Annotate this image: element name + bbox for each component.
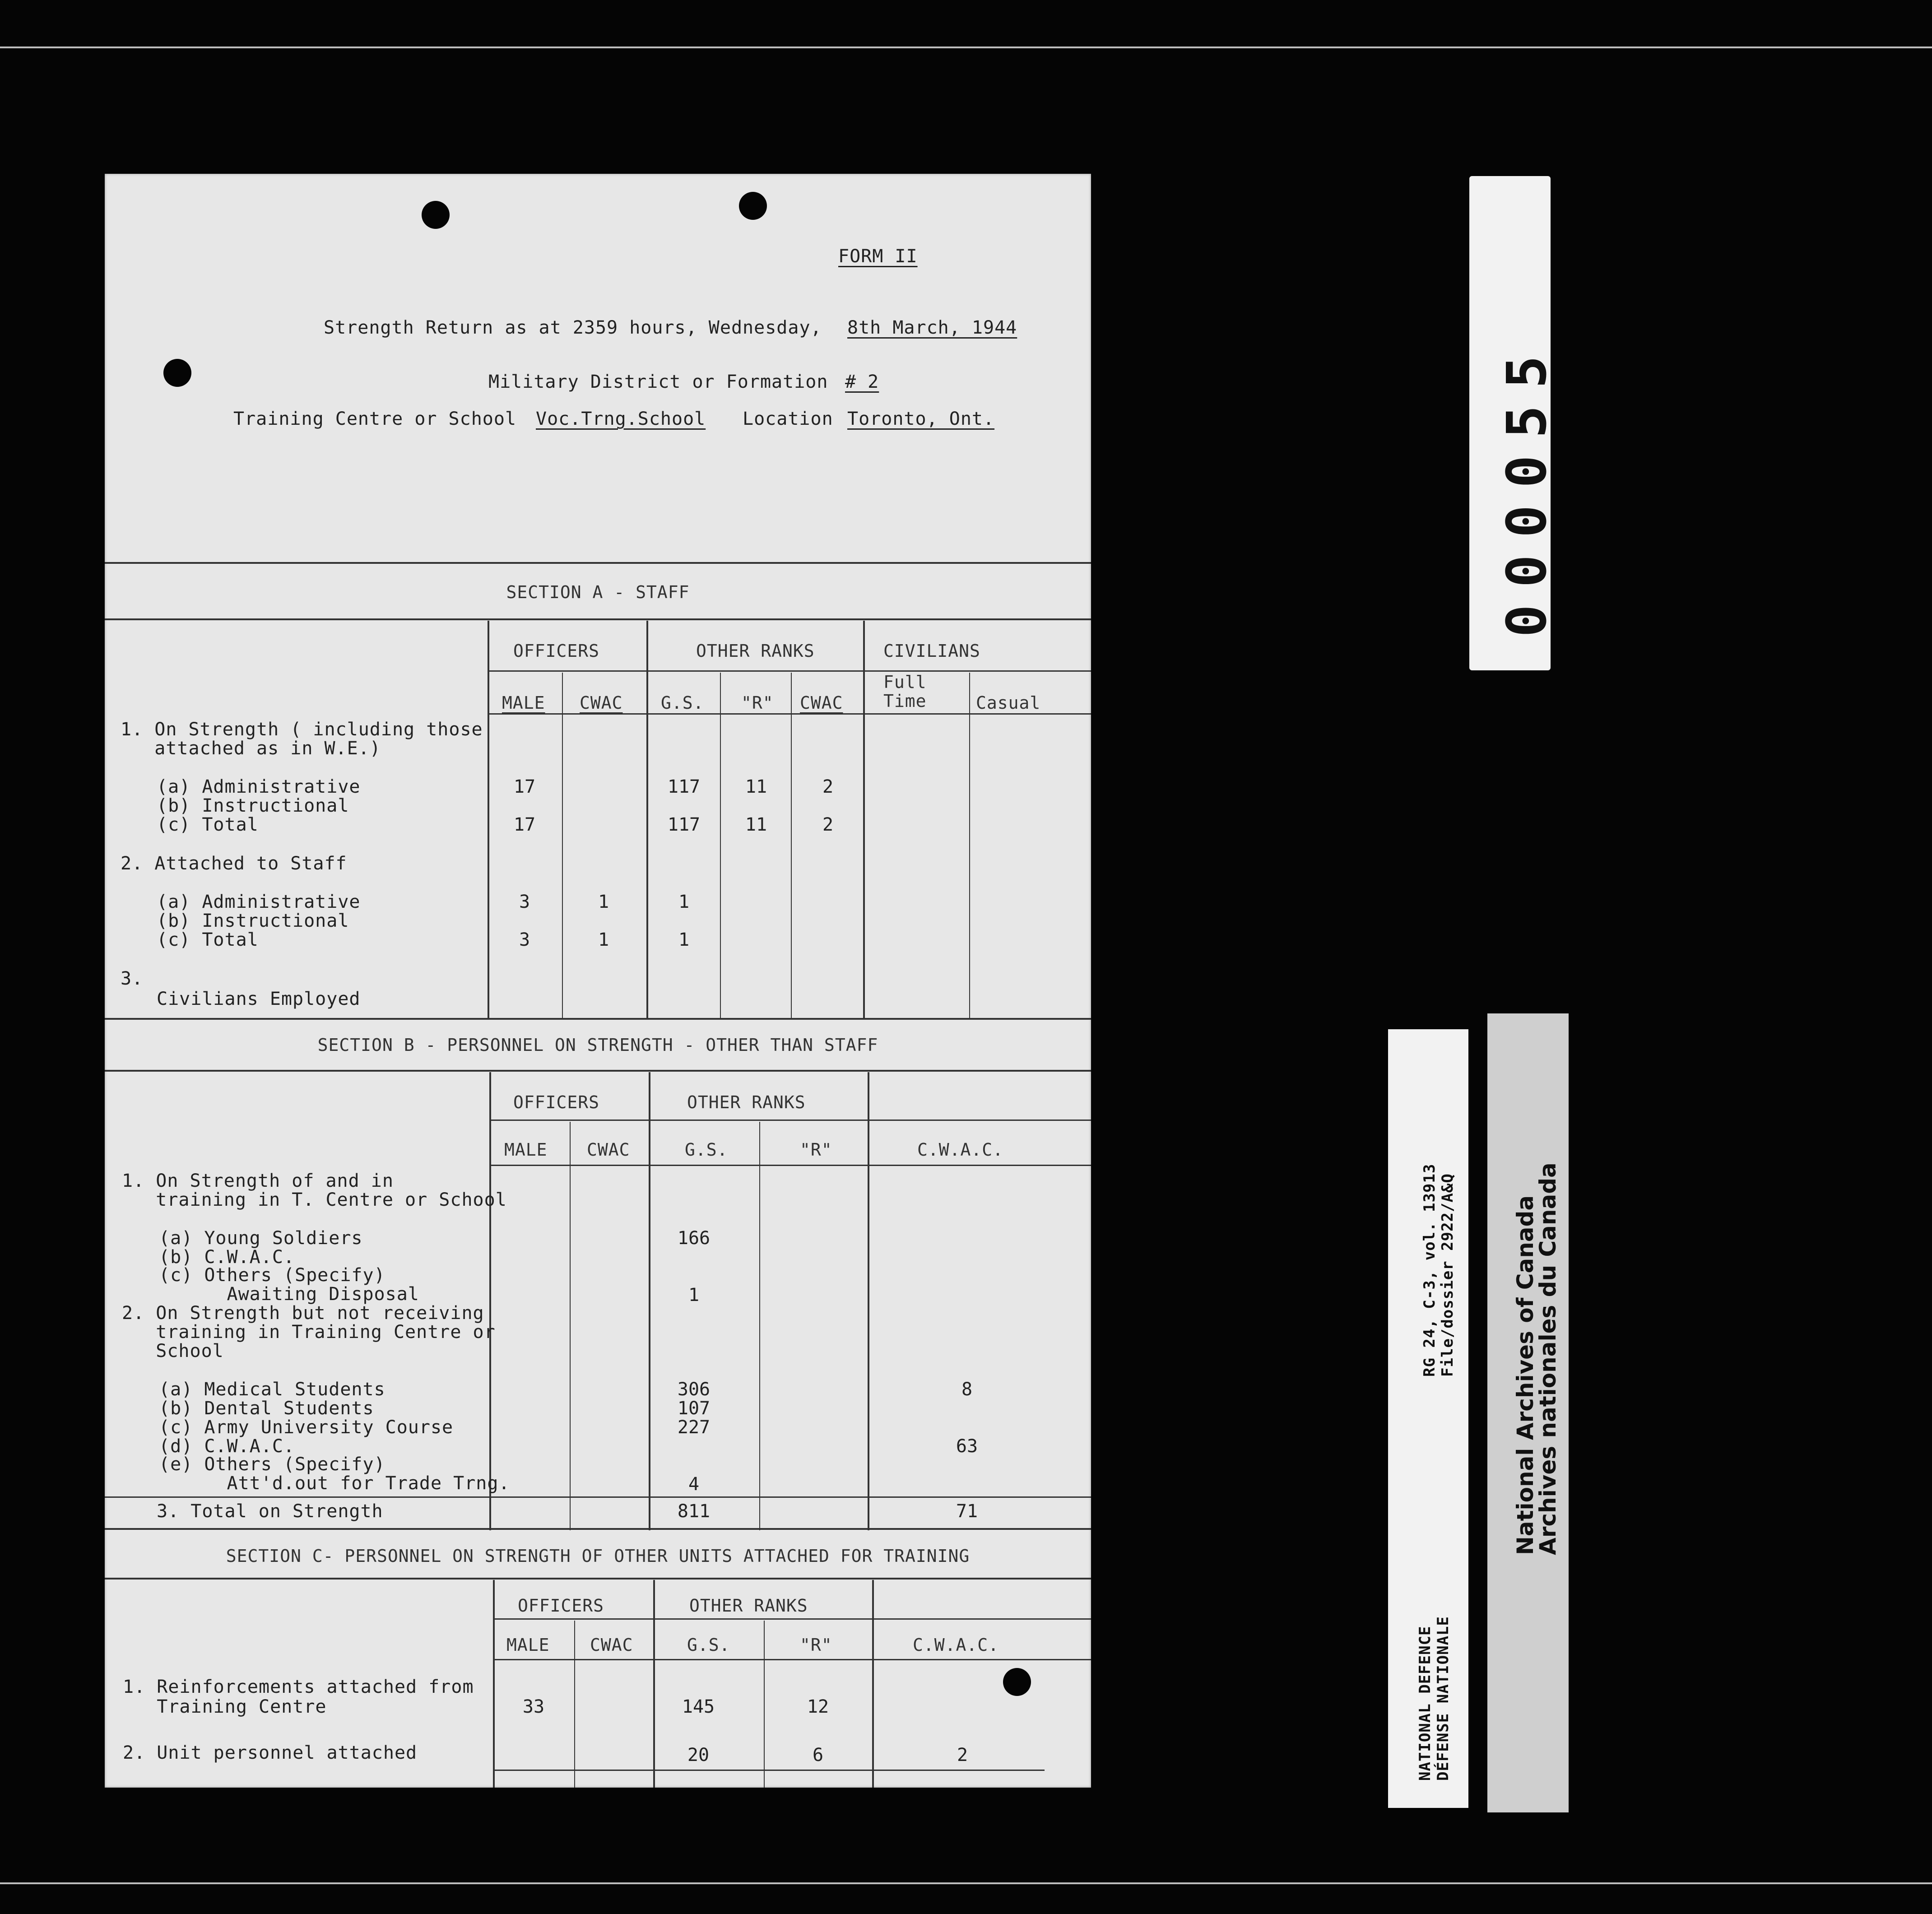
rule (764, 1621, 765, 1788)
cell-value: 1 (688, 1285, 700, 1305)
col-r: "R" (741, 693, 774, 713)
document-page (105, 174, 1091, 1788)
centre-value: Voc.Trng.School (536, 409, 706, 429)
centre-label: Training Centre or School (233, 409, 517, 429)
col-r: "R" (800, 1635, 832, 1655)
row-label: 2. Attached to Staff (121, 853, 347, 874)
punch-hole (422, 201, 450, 229)
archives-name-en: National Archives of Canada (1512, 1195, 1538, 1555)
row-label: (c) Total (157, 929, 259, 950)
row-label: (a) Administrative (157, 776, 361, 797)
cell-value: 1 (598, 929, 609, 950)
row-label: Civilians Employed (157, 989, 361, 1009)
district-label: Military District or Formation (488, 372, 828, 392)
rule (105, 562, 1091, 564)
row-label: (a) Administrative (157, 892, 361, 912)
cell-value: 227 (677, 1417, 711, 1438)
cell-value: 117 (667, 814, 701, 835)
rule (105, 1578, 1091, 1580)
col-cwac: C.W.A.C. (913, 1635, 999, 1655)
col-cwac: C.W.A.C. (917, 1140, 1004, 1160)
cell-value: 1 (678, 929, 690, 950)
department-line1: NATIONAL DEFENCE (1416, 1626, 1434, 1781)
frame-number: 000055 (1496, 338, 1559, 637)
rule (494, 1770, 1045, 1771)
location-label: Location (743, 409, 833, 429)
col-cwac: CWAC (587, 1140, 630, 1160)
row-label: (d) C.W.A.C. (159, 1436, 295, 1457)
cell-value: 811 (677, 1501, 711, 1522)
section-c-title: SECTION C- PERSONNEL ON STRENGTH OF OTHER UNITS ATTACHED FOR TRAINING (226, 1546, 970, 1566)
row-label: 1. On Strength ( including those attached as in W.E.) (121, 719, 483, 759)
row-label: 1. On Strength of and in training in T. Centre or School (122, 1171, 507, 1210)
cell-value: 1 (678, 892, 690, 912)
row-label: (a) Young Soldiers (159, 1228, 363, 1249)
section-a-title: SECTION A - STAFF (506, 582, 690, 602)
row-label: (a) Medical Students (159, 1379, 385, 1400)
rule (646, 621, 648, 1018)
cell-value: 166 (677, 1228, 711, 1249)
rule (488, 713, 1091, 715)
cell-value: 3 (519, 892, 530, 912)
rule (491, 1165, 1091, 1166)
col-casual: Casual (976, 693, 1041, 713)
col-group-civilians: CIVILIANS (883, 641, 980, 661)
archive-reference-strip (1388, 1029, 1468, 1808)
col-cwac: CWAC (580, 693, 623, 713)
archive-ref-line1: RG 24, C-3, vol. 13913 (1421, 1163, 1439, 1377)
row-label: (b) Dental Students (159, 1398, 374, 1419)
row-label: (b) Instructional (157, 911, 349, 931)
cell-value: 2 (822, 814, 834, 835)
rule (105, 1528, 1091, 1530)
rule (105, 1018, 1091, 1020)
row-label: (c) Army University Course (159, 1417, 454, 1438)
row-number: 3. (121, 968, 144, 989)
cell-value: 6 (812, 1745, 824, 1765)
rule (494, 1659, 1091, 1660)
cell-value: 2 (957, 1745, 968, 1765)
location-value: Toronto, Ont. (847, 409, 995, 429)
cell-value: 12 (807, 1696, 829, 1717)
punch-hole (739, 192, 767, 220)
rule (570, 1122, 571, 1530)
frame-number-strip (1469, 176, 1559, 670)
section-b-title: SECTION B - PERSONNEL ON STRENGTH - OTHER THAN STAFF (317, 1035, 878, 1055)
cell-value: 8 (961, 1379, 973, 1400)
rule (759, 1122, 760, 1530)
rule (969, 673, 970, 1018)
cell-value: 17 (513, 814, 536, 835)
col-cwac: CWAC (590, 1635, 633, 1655)
cell-value: 63 (956, 1436, 978, 1457)
cell-value: 1 (598, 892, 609, 912)
rule (105, 1496, 1091, 1498)
rule (105, 618, 1091, 620)
col-group-officers: OFFICERS (513, 641, 600, 661)
cell-value: 2 (822, 776, 834, 797)
rule (720, 673, 721, 1018)
rule (649, 1072, 650, 1530)
rule (872, 1580, 874, 1788)
punch-hole (163, 359, 191, 387)
row-label: 1. Reinforcements attached from Training Centre (123, 1677, 474, 1717)
col-gs: G.S. (687, 1635, 730, 1655)
rule (494, 1618, 1091, 1620)
rule (868, 1072, 869, 1530)
col-group-officers: OFFICERS (513, 1092, 600, 1112)
film-bottom-edge (0, 1882, 1932, 1884)
col-cwac: CWAC (800, 693, 843, 713)
cell-value: 11 (745, 776, 767, 797)
rule (863, 621, 865, 1018)
rule (791, 673, 792, 1018)
cell-value: 4 (688, 1474, 700, 1495)
cell-value: 17 (513, 776, 536, 797)
cell-value: 107 (677, 1398, 711, 1419)
row-label: (c) Others (Specify) Awaiting Disposal (159, 1265, 419, 1305)
cell-value: 33 (522, 1696, 545, 1717)
punch-hole (1003, 1668, 1031, 1696)
cell-value: 3 (519, 929, 530, 950)
rule (562, 673, 563, 1018)
department-line2: DÉFENSE NATIONALE (1434, 1616, 1452, 1781)
col-r: "R" (800, 1140, 832, 1160)
col-group-other-ranks: OTHER RANKS (687, 1092, 806, 1112)
col-gs: G.S. (661, 693, 704, 713)
cell-value: 306 (677, 1379, 711, 1400)
return-prefix: Strength Return as at 2359 hours, Wednesday, (324, 317, 822, 338)
cell-value: 117 (667, 776, 701, 797)
rule (491, 1120, 1091, 1121)
row-label: 3. Total on Strength (157, 1501, 383, 1522)
row-label: (b) C.W.A.C. (159, 1247, 295, 1268)
row-label: (e) Others (Specify) Att'd.out for Trade Trng. (159, 1454, 510, 1494)
col-male: MALE (502, 693, 545, 713)
rule (574, 1621, 575, 1788)
cell-value: 71 (956, 1501, 978, 1522)
film-top-edge (0, 46, 1932, 48)
rule (653, 1580, 655, 1788)
col-group-other-ranks: OTHER RANKS (696, 641, 815, 661)
rule (105, 1070, 1091, 1072)
national-archives-strip (1487, 1013, 1569, 1812)
cell-value: 11 (745, 814, 767, 835)
return-date: 8th March, 1944 (847, 317, 1017, 338)
archive-ref-line2: File/dossier 2922/A&Q (1439, 1173, 1457, 1377)
row-label: 2. On Strength but not receiving training in Training Centre or School (122, 1303, 496, 1361)
rule (488, 670, 1091, 672)
cell-value: 20 (687, 1745, 710, 1765)
district-value: # 2 (845, 372, 879, 392)
row-label: 2. Unit personnel attached (123, 1742, 418, 1763)
col-male: MALE (504, 1140, 548, 1160)
row-label: (c) Total (157, 814, 259, 835)
form-id: FORM II (838, 246, 918, 267)
col-group-other-ranks: OTHER RANKS (689, 1596, 808, 1616)
col-male: MALE (506, 1635, 550, 1655)
col-gs: G.S. (685, 1140, 728, 1160)
row-label: (b) Instructional (157, 795, 349, 816)
rule (488, 621, 489, 1018)
rule (493, 1580, 495, 1788)
archives-name-fr: Archives nationales du Canada (1535, 1162, 1561, 1555)
col-group-officers: OFFICERS (518, 1596, 604, 1616)
col-full-time: Full Time (883, 672, 927, 711)
cell-value: 145 (682, 1696, 715, 1717)
